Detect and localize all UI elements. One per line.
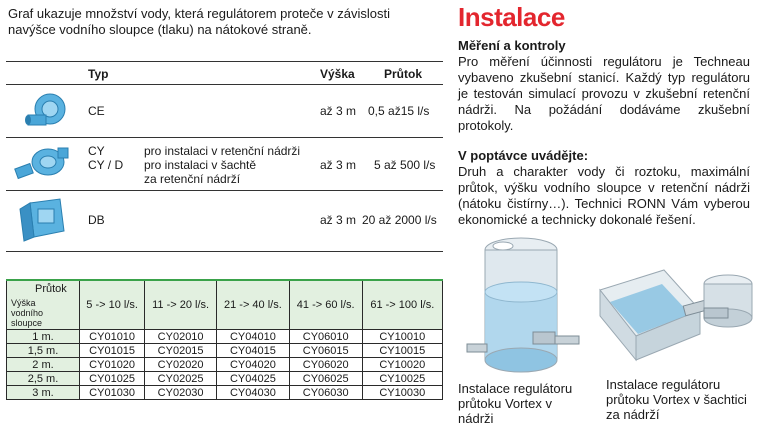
flow-row-height: 1,5 m. <box>7 344 80 358</box>
type-table-header <box>6 62 443 85</box>
flow-cell: CY04025 <box>217 372 290 386</box>
flow-cell: CY10010 <box>362 330 442 344</box>
regulator-type-table <box>6 61 443 252</box>
type-cy-vyska: až 3 m <box>320 158 357 172</box>
flow-row-height: 1 m. <box>7 330 80 344</box>
flow-cell: CY06020 <box>289 358 362 372</box>
flow-cell: CY04010 <box>217 330 290 344</box>
flow-cell: CY02015 <box>145 344 217 358</box>
flow-range-5: 61 -> 100 l/s. <box>362 280 442 330</box>
flow-cell: CY10025 <box>362 372 442 386</box>
flow-range-2: 11 -> 20 l/s. <box>145 280 217 330</box>
flow-cell: CY04015 <box>217 344 290 358</box>
header-typ: Typ <box>88 67 109 81</box>
header-vyska: Výška <box>320 67 355 81</box>
flow-range-3: 21 -> 40 l/s. <box>217 280 290 330</box>
flow-row-height: 3 m. <box>7 386 80 400</box>
regulator-ce-icon <box>12 89 74 133</box>
type-db-prutok: 20 až 2000 l/s <box>362 213 437 227</box>
flow-cell: CY01015 <box>80 344 145 358</box>
flow-cell: CY04020 <box>217 358 290 372</box>
flow-cell: CY06010 <box>289 330 362 344</box>
flow-label-vyska: Výška vodního sloupce <box>7 297 80 330</box>
flow-cell: CY10015 <box>362 344 442 358</box>
flow-cell: CY02025 <box>145 372 217 386</box>
type-ce-label: CE <box>88 104 105 118</box>
type-row-db <box>6 191 443 251</box>
header-prutok: Průtok <box>384 67 423 81</box>
flow-corner-top <box>7 280 80 297</box>
flow-row-2m <box>7 358 443 372</box>
caption-chamber: Instalace regulátoru průtoku Vortex v šachtici za nádrží <box>606 377 747 422</box>
section-mereni-text: Pro měření účinnosti regulátoru je Techneau vybaveno zkušební stanicí. Každý typ regulátoru je testován simulací provozu v zkušební retenční nádrži. Na požádání dodáváme zkušební protokoly. <box>458 54 750 133</box>
regulator-cy-icon <box>12 142 74 186</box>
flow-cell: CY02030 <box>145 386 217 400</box>
flow-range-1: 5 -> 10 l/s. <box>80 280 145 330</box>
type-cy-label: CY CY / D <box>88 144 124 172</box>
flow-cell: CY01030 <box>80 386 145 400</box>
flow-cell: CY01025 <box>80 372 145 386</box>
chamber-installation-illustration <box>592 250 758 378</box>
flow-cell: CY01010 <box>80 330 145 344</box>
type-row-cy <box>6 138 443 191</box>
flow-cell: CY06030 <box>289 386 362 400</box>
type-cy-prutok: 5 až 500 l/s <box>374 158 436 172</box>
flow-cell: CY01020 <box>80 358 145 372</box>
flow-label-prutok: Průtok <box>35 283 67 295</box>
type-db-vyska: až 3 m <box>320 213 357 227</box>
type-cy-desc: pro instalaci v retenční nádrži pro instalaci v šachtě za retenční nádrží <box>144 144 301 186</box>
type-db-label: DB <box>88 213 105 227</box>
flow-row-height: 2,5 m. <box>7 372 80 386</box>
flow-range-4: 41 -> 60 l/s. <box>289 280 362 330</box>
type-row-ce <box>6 85 443 138</box>
flow-cell: CY02020 <box>145 358 217 372</box>
flow-selection-table <box>6 279 443 400</box>
flow-cell: CY02010 <box>145 330 217 344</box>
type-ce-vyska: až 3 m <box>320 104 357 118</box>
tank-installation-illustration <box>463 232 581 380</box>
intro-text: Graf ukazuje množství vody, která regulátorem proteče v závislosti navýšce vodního sloupce (tlaku) na nátokové straně. <box>8 6 390 37</box>
section-poptavka <box>458 148 750 228</box>
flow-row-3m <box>7 386 443 400</box>
flow-cell: CY10020 <box>362 358 442 372</box>
caption-tank: Instalace regulátoru průtoku Vortex v nádrži <box>458 381 573 426</box>
section-poptavka-title: V poptávce uvádějte: <box>458 148 589 163</box>
flow-cell: CY06025 <box>289 372 362 386</box>
flow-cell: CY04030 <box>217 386 290 400</box>
flow-row-height: 2 m. <box>7 358 80 372</box>
type-ce-prutok: 0,5 až15 l/s <box>368 104 430 118</box>
flow-row-1m <box>7 330 443 344</box>
page-heading: Instalace <box>458 2 565 32</box>
section-mereni-title: Měření a kontroly <box>458 38 566 53</box>
flow-row-2-5m <box>7 372 443 386</box>
flow-row-1-5m <box>7 344 443 358</box>
section-poptavka-text: Druh a charakter vody či roztoku, maximální průtok, výšku vodního sloupce v retenční nádrži (nátoku čistírny…). Technici RONN Vám vyberou ekonomické a technicky dokonalé řešení. <box>458 164 750 227</box>
regulator-db-icon <box>12 195 74 239</box>
section-mereni <box>458 38 750 134</box>
flow-cell: CY06015 <box>289 344 362 358</box>
flow-cell: CY10030 <box>362 386 442 400</box>
